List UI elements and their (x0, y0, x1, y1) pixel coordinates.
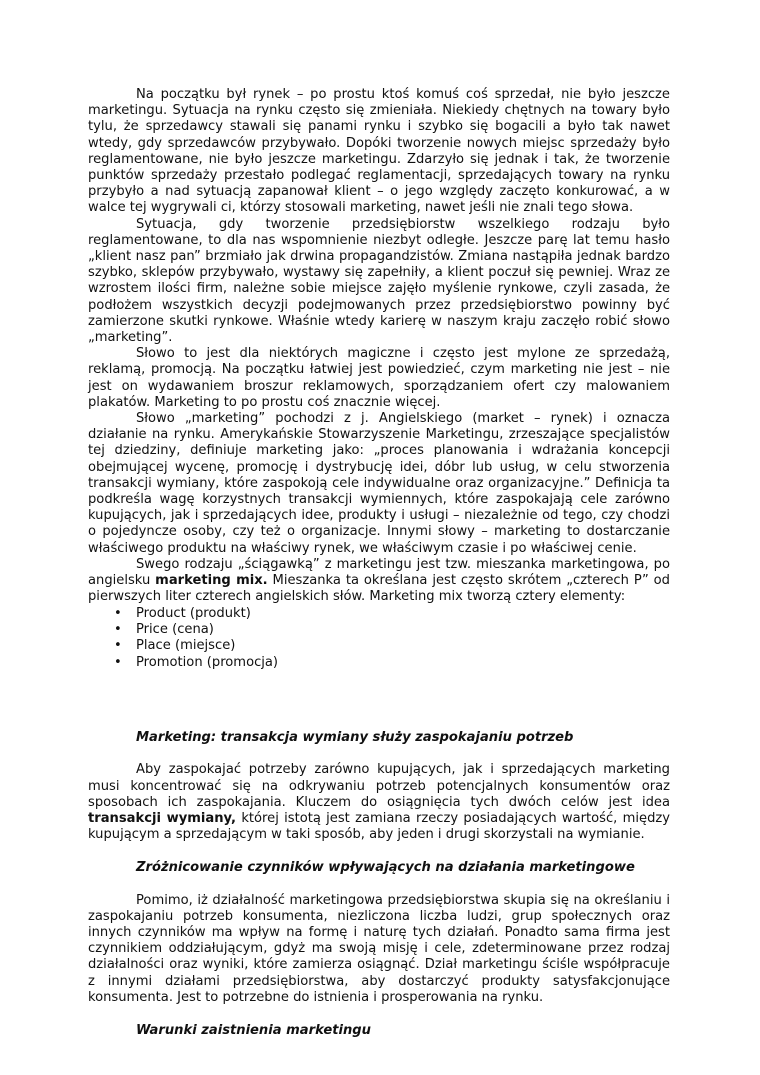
exchange-text-after: której istotą jest zamiana rzeczy posiadających wartość, między kupującym a sprzedającym w taki sposób, aby jeden i drugi skorzystali na wymianie. (88, 810, 671, 843)
paragraph-factors: Pomimo, iż działalność marketingowa przedsiębiorstwa skupia się na określaniu i zaspokajaniu potrzeb konsumenta, niezliczona liczba ludzi, grup społecznych oraz innych czynników ma wpływ na formę i naturę tych działań. Ponadto sama firma jest czynnikiem oddziałującym, gdyż ma swoją misję i cele, zdeterminowane przez rodzaj działalności oraz wyniki, które zamierza osiągnąć. Dział marketingu ściśle współpracuje z innymi działami przedsiębiorstwa, aby dostarczyć produkty satysfakcjonujące konsumenta. Jest to potrzebne do istnienia i prosperowania na rynku. (88, 892, 670, 1005)
list-item: • Promotion (promocja) (136, 655, 670, 671)
list-item: • Product (produkt) (136, 606, 670, 622)
section-heading-factors: Zróżnicowanie czynników wpływających na działania marketingowe (136, 860, 635, 876)
paragraph-marketing-mix (88, 557, 670, 606)
paragraph-exchange (88, 762, 670, 843)
exchange-term: transakcji wymiany, (88, 810, 237, 826)
list-item: • Price (cena) (136, 622, 670, 638)
paragraph-word-magic: Słowo to jest dla niektórych magiczne i często jest mylone ze sprzedażą, reklamą, promocją. Na początku łatwiej jest powiedzieć, czym marketing nie jest – nie jest on wydawaniem broszur reklamowych, sporządzaniem ofert czy malowaniem plakatów. Marketing to po prostu coś znacznie więcej. (88, 346, 670, 410)
marketing-mix-term: marketing mix. (155, 573, 268, 589)
list-item: • Place (miejsce) (136, 638, 670, 654)
paragraph-intro: Na początku był rynek – po prostu ktoś komuś coś sprzedał, nie było jeszcze marketingu. Sytuacja na rynku często się zmieniała. Niekiedy chętnych na towary było tylu, że sprzedawcy stawali się panami rynku i szybko się bogacili a było tak nawet wtedy, gdy sprzedawców przybywało. Dopóki tworzenie nowych miejsc sprzedaży było reglamentowane, nie było jeszcze marketingu. Zdarzyło się jednak i tak, że tworzenie punktów sprzedaży przestało podlegać reglamentacji, sprzedających towary na rynku przybyło a nad sytuacją zapanował klient – o jego względy zaczęto konkurować, a w walce tej wygrywali ci, którzy stosowali marketing, nawet jeśli nie znali tego słowa. (88, 87, 670, 216)
paragraph-definition: Słowo „marketing” pochodzi z j. Angielskiego (market – rynek) i oznacza działanie na rynku. Amerykańskie Stowarzyszenie Marketingu, zrzeszające specjalistów tej dziedziny, definiuje marketing jako: „proces planowania i wdrażania koncepcji obejmującej wycenę, promocję i dystrybucję idei, dóbr lub usług, w celu stworzenia transakcji wymiany, które zaspokoją cele indywidualne oraz organizacyjne.” Definicja ta podkreśla wagę korzystnych transakcji wymiennych, które zaspokajają cele zarówno kupujących, jak i sprzedających idee, produkty i usługi – niezależnie od tego, czy chodzi o pojedyncze osoby, czy też o organizacje. Innymi słowy – marketing to dostarczanie właściwego produktu na właściwy rynek, we właściwym czasie i po właściwej cenie. (88, 411, 670, 556)
exchange-text-before: Aby zaspokajać potrzeby zarówno kupujących, jak i sprzedających marketing musi koncentrować się na odkrywaniu potrzeb potencjalnych konsumentów oraz sposobach ich zaspokajania. Kluczem do osiągnięcia tych dwóch celów jest idea (88, 762, 670, 810)
paragraph-situation: Sytuacja, gdy tworzenie przedsiębiorstw wszelkiego rodzaju było reglamentowane, to dla nas wspomnienie niezbyt odległe. Jeszcze parę lat temu hasło „klient nasz pan” brzmiało jak drwina propagandzistów. Zmiana nastąpiła jednak bardzo szybko, sklepów przybywało, wystawy się zapełniły, a klient poczuł się pewniej. Wraz ze wzrostem ilości firm, należne sobie miejsce zajęło myślenie rynkowe, czyli zasada, że podłożem wszystkich decyzji podejmowanych przez przedsiębiorstwo powinny być zamierzone skutki rynkowe. Właśnie wtedy karierę w naszym kraju zaczęło robić słowo „marketing”. (88, 216, 670, 346)
section-heading-conditions: Warunki zaistnienia marketingu (136, 1022, 371, 1038)
marketing-mix-text-after: Mieszanka ta określana jest często skrótem „czterech P” od pierwszych liter czterech angielskich słów. Marketing mix tworzą cztery elementy: (88, 573, 670, 605)
four-p-list (88, 606, 670, 672)
section-heading-exchange: Marketing: transakcja wymiany służy zaspokajaniu potrzeb (136, 730, 574, 746)
document-page (88, 87, 670, 1039)
marketing-mix-text-before: Swego rodzaju „ściągawką” z marketingu jest tzw. mieszanka marketingowa, po angielsku (88, 556, 670, 589)
